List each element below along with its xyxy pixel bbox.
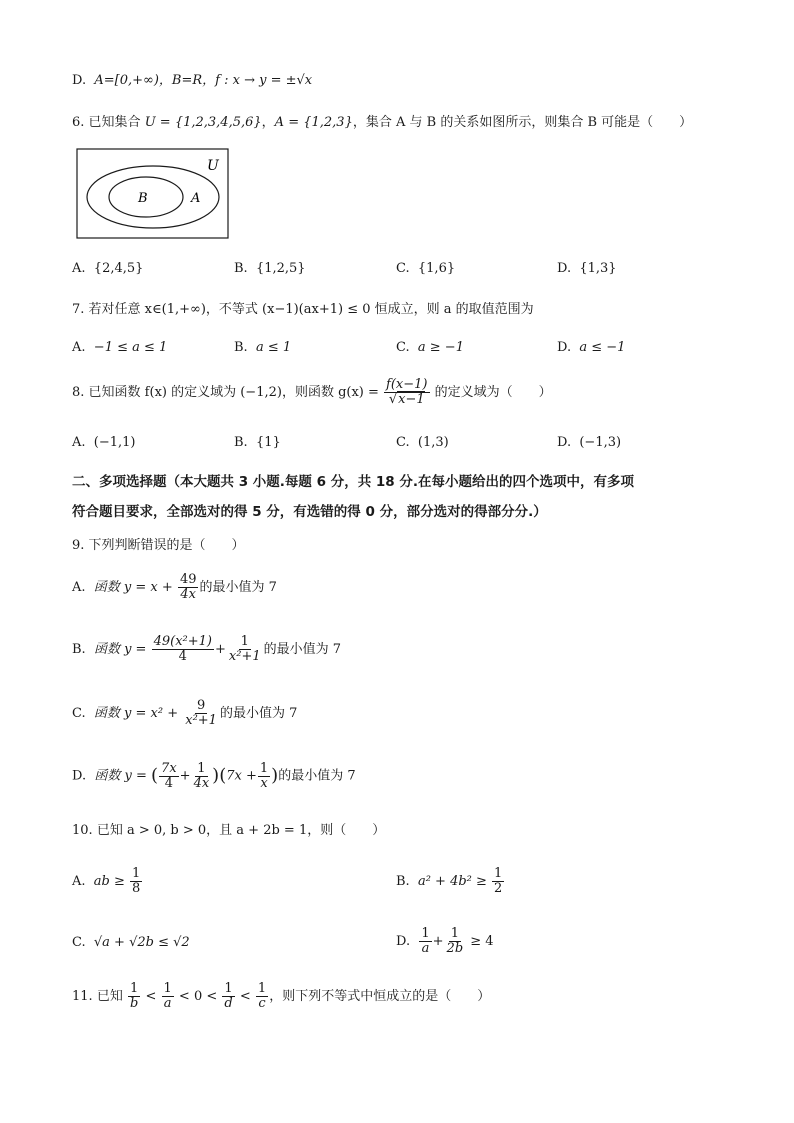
fraction xyxy=(227,635,263,664)
operator: < xyxy=(145,989,157,1004)
fraction xyxy=(178,573,199,602)
option-value: a ≤ −1 xyxy=(579,340,626,355)
q8-stem xyxy=(72,378,552,408)
fraction xyxy=(130,867,142,896)
q6-option-a[interactable] xyxy=(72,260,143,278)
option-text: 的最小值为 7 xyxy=(263,642,342,657)
fraction-denominator: 8 xyxy=(132,881,141,896)
fraction xyxy=(192,762,212,791)
fraction-numerator: 49 xyxy=(179,572,197,587)
option-label: B. xyxy=(72,642,86,657)
sqrt-radicand: x−1 xyxy=(398,392,425,407)
fraction-denominator: x xyxy=(260,775,268,791)
fraction xyxy=(159,762,179,791)
fraction xyxy=(445,927,466,956)
venn-label-b: B xyxy=(138,191,148,206)
q7-option-b[interactable] xyxy=(234,339,291,357)
operator: < xyxy=(239,989,251,1004)
q9-option-a[interactable] xyxy=(72,572,277,604)
fraction-denominator: 4x xyxy=(193,775,210,791)
operator: + xyxy=(215,642,226,657)
fraction-numerator: 1 xyxy=(224,981,233,996)
option-text: 函数 y = x² + xyxy=(93,706,179,721)
q7-option-a[interactable] xyxy=(72,339,167,357)
fraction-numerator: 1 xyxy=(163,981,172,996)
section-heading-line1: 二、多项选择题（本大题共 3 小题.每题 6 分，共 18 分.在每小题给出的四个选项中，有多项 xyxy=(72,474,635,490)
set-u: U = {1,2,3,4,5,6} xyxy=(144,115,262,130)
fraction-numerator: 49(x²+1) xyxy=(153,634,213,649)
fraction-denominator: 2 xyxy=(494,881,503,896)
fraction xyxy=(258,762,270,791)
option-label: D. xyxy=(396,934,411,949)
separator: ， xyxy=(261,115,275,130)
venn-diagram xyxy=(76,148,230,240)
venn-label-a: A xyxy=(191,191,201,206)
question-text: 已知集合 xyxy=(88,115,141,130)
fraction-denominator: x²+1 xyxy=(228,649,261,664)
q7-option-c[interactable] xyxy=(396,339,464,357)
option-text: ≥ 4 xyxy=(470,934,494,949)
q10-option-c[interactable] xyxy=(72,934,190,952)
option-value: {1} xyxy=(255,435,281,450)
question-number: 10. xyxy=(72,823,93,838)
option-text: a² + 4b² ≥ xyxy=(417,874,487,889)
option-value: {2,4,5} xyxy=(93,261,144,276)
option-value: {1,3} xyxy=(579,261,617,276)
option-text: 函数 y = x + xyxy=(93,580,173,595)
fraction-denominator: d xyxy=(224,996,233,1011)
option-label: C. xyxy=(396,261,410,276)
option-text: √a + √2b ≤ √2 xyxy=(93,935,190,950)
q11-stem xyxy=(72,980,490,1014)
question-text: 已知 a > 0, b > 0，且 a + 2b = 1，则（ ） xyxy=(96,823,386,838)
fraction-denominator: a xyxy=(163,996,172,1011)
question-text: 的定义域为（ ） xyxy=(434,385,552,400)
paren-close: ) xyxy=(271,765,279,786)
fraction-denominator: 4 xyxy=(178,649,187,664)
fraction-numerator: 7x xyxy=(161,760,177,776)
option-text: 的最小值为 7 xyxy=(219,706,298,721)
q8-option-b[interactable] xyxy=(234,434,281,452)
option-label: C. xyxy=(72,706,86,721)
fraction-denominator: c xyxy=(258,996,266,1011)
option-label: C. xyxy=(396,340,410,355)
fraction xyxy=(183,699,219,728)
question-number: 9. xyxy=(72,538,85,553)
q9-stem xyxy=(72,537,245,555)
fraction-numerator: 1 xyxy=(494,866,503,881)
fraction xyxy=(492,867,504,896)
option-value: (1,3) xyxy=(417,435,449,450)
option-label: D. xyxy=(557,435,572,450)
q6-option-c[interactable] xyxy=(396,260,455,278)
fraction xyxy=(128,982,140,1011)
option-label: D. xyxy=(557,340,572,355)
q6-option-b[interactable] xyxy=(234,260,306,278)
section-heading-line2: 符合题目要求，全部选对的得 5 分，有选错的得 0 分，部分选对的得部分分.） xyxy=(72,504,547,520)
q7-option-d[interactable] xyxy=(557,339,625,357)
q9-option-b[interactable] xyxy=(72,634,341,666)
question-text: ，则下列不等式中恒成立的是（ ） xyxy=(269,989,491,1004)
question-text: ，集合 A 与 B 的关系如图所示，则集合 B 可能是（ ） xyxy=(352,115,693,130)
fraction-denominator: x²+1 xyxy=(185,713,217,728)
fraction-numerator: 1 xyxy=(450,926,459,941)
option-label: D. xyxy=(72,73,87,88)
option-label: B. xyxy=(234,435,248,450)
option-text: 函数 y = xyxy=(93,642,147,657)
q8-option-a[interactable] xyxy=(72,434,136,452)
fraction xyxy=(384,378,429,407)
q8-option-d[interactable] xyxy=(557,434,621,452)
question-number: 8. xyxy=(72,385,85,400)
option-label: B. xyxy=(396,874,410,889)
q6-stem xyxy=(72,114,692,132)
q9-option-d[interactable]: D. 函数 y = ( $\frac{7x}{4}$ + $\frac{1}{4x}$ )(7x + $\frac{1}{x}$ )的最小值为 7 xyxy=(72,760,356,791)
option-value: a ≤ 1 xyxy=(255,340,292,355)
option-text: 的最小值为 7 xyxy=(199,580,277,595)
operator: + xyxy=(432,934,444,949)
option-value: {1,6} xyxy=(417,261,456,276)
fraction-denominator: 4x xyxy=(180,587,197,602)
option-text: A=[0,+∞)，B=R，f : x → y = ±√x xyxy=(94,73,313,88)
set-a: A = {1,2,3} xyxy=(274,115,353,130)
option-value: {1,2,5} xyxy=(255,261,306,276)
option-text: 函数 y = xyxy=(94,768,147,784)
question-number: 7. xyxy=(72,302,85,317)
fraction xyxy=(256,982,268,1011)
paren-open: ( xyxy=(219,765,227,786)
fraction-denominator: √x−1 xyxy=(388,392,425,407)
question-number: 6. xyxy=(72,115,85,130)
operator: < 0 < xyxy=(178,989,218,1004)
fraction-numerator: 1 xyxy=(240,634,249,649)
fraction-numerator: 1 xyxy=(130,981,139,996)
question-text: 若对任意 x∈(1,+∞)，不等式 (x−1)(ax+1) ≤ 0 恒成立，则 a 的取值范围为 xyxy=(88,302,534,317)
option-value: −1 ≤ a ≤ 1 xyxy=(93,340,168,355)
venn-universe-rect xyxy=(77,149,228,238)
option-label: C. xyxy=(72,935,86,950)
fraction xyxy=(222,982,234,1011)
fraction-numerator: f(x−1) xyxy=(386,377,428,392)
venn-label-u: U xyxy=(207,158,219,174)
option-label: A. xyxy=(72,261,86,276)
fraction xyxy=(162,982,174,1011)
fraction xyxy=(419,927,431,956)
question-number: 11. xyxy=(72,989,93,1004)
fraction-numerator: 9 xyxy=(196,698,206,713)
option-label: C. xyxy=(396,435,410,450)
option-label: A. xyxy=(72,435,86,450)
option-value: (−1,3) xyxy=(579,435,622,450)
question-text: 下列判断错误的是（ ） xyxy=(88,538,245,553)
fraction-denominator: a xyxy=(421,941,430,956)
q10-option-d[interactable] xyxy=(396,926,494,958)
q10-option-a[interactable] xyxy=(72,866,143,898)
fraction-denominator: 4 xyxy=(164,775,173,791)
q10-stem xyxy=(72,822,385,840)
option-label: A. xyxy=(72,874,86,889)
option-label: D. xyxy=(72,768,87,784)
paren-close: ) xyxy=(212,765,220,786)
option-label: B. xyxy=(234,261,248,276)
option-text: 的最小值为 7 xyxy=(278,768,356,784)
fraction-denominator: 2b xyxy=(446,941,464,956)
q9-option-c[interactable] xyxy=(72,698,297,730)
q10-option-b[interactable] xyxy=(396,866,505,898)
fraction-numerator: 1 xyxy=(421,926,430,941)
option-text: 7x + xyxy=(226,768,257,784)
q6-option-d[interactable] xyxy=(557,260,617,278)
option-label: B. xyxy=(234,340,248,355)
fraction xyxy=(152,635,214,664)
fraction-numerator: 1 xyxy=(257,981,267,996)
option-label: A. xyxy=(72,580,86,595)
fraction-numerator: 1 xyxy=(259,760,269,776)
fraction-numerator: 1 xyxy=(132,866,141,881)
q5-option-d xyxy=(72,72,312,90)
option-value: (−1,1) xyxy=(93,435,136,450)
question-text: 已知 xyxy=(96,989,123,1004)
option-value: a ≥ −1 xyxy=(417,340,464,355)
paren-open: ( xyxy=(151,765,159,786)
q7-stem xyxy=(72,301,534,319)
option-label: A. xyxy=(72,340,86,355)
option-text: ab ≥ xyxy=(93,874,125,889)
option-label: D. xyxy=(557,261,572,276)
q8-option-c[interactable] xyxy=(396,434,449,452)
fraction-numerator: 1 xyxy=(197,760,206,776)
question-text: 已知函数 f(x) 的定义域为 (−1,2)，则函数 g(x) = xyxy=(88,385,379,400)
fraction-denominator: b xyxy=(129,996,139,1011)
